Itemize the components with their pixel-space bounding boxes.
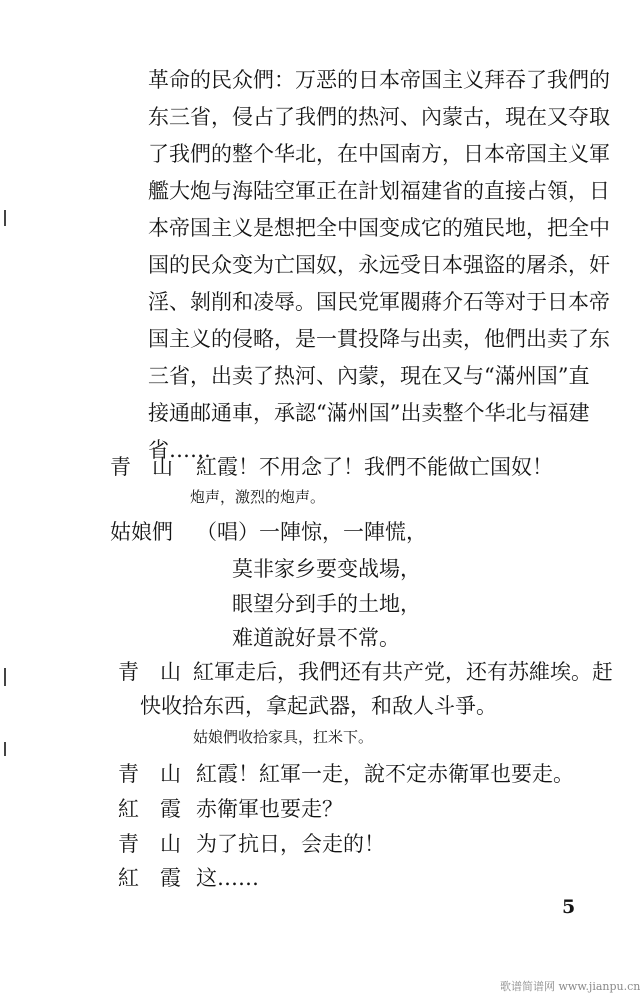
stage-direction: 炮声，激烈的炮声。	[190, 488, 326, 506]
song-line: 眼望分到手的土地，	[232, 592, 421, 616]
dialogue-text: （唱）一陣惊，一陣慌，	[196, 520, 427, 544]
dialogue-text: 紅霞！不用念了！我們不能做亡国奴！	[196, 455, 553, 479]
speech-line: 东三省，侵占了我們的热河、內蒙古，現在又夺取	[148, 105, 610, 129]
speech-line: 三省，出卖了热河、內蒙，現在又与“滿州国”直	[148, 364, 590, 388]
dialogue-text: 紅霞！紅軍一走，說不定赤衛軍也要走。	[196, 762, 574, 786]
binding-mark	[4, 210, 6, 226]
speech-line: 接通邮通車，承認“滿州国”出卖整个华北与福建	[148, 401, 590, 425]
speech-line: 革命的民众們：万恶的日本帝国主义拜吞了我們的	[148, 68, 610, 92]
speech-line: 本帝国主义是想把全中国变成它的殖民地，把全中	[148, 216, 610, 240]
speech-line: 艦大炮与海陆空軍正在計划福建省的直接占領，日	[148, 179, 610, 203]
speech-line: 淫、剝削和凌辱。国民党軍閥蔣介石等对于日本帝	[148, 290, 610, 314]
binding-mark	[4, 742, 6, 756]
speech-line: 省……	[148, 438, 211, 462]
speaker-label: 青 山	[118, 762, 181, 786]
stage-direction: 姑娘們收拾家具，扛米下。	[193, 728, 374, 746]
speech-line: 国的民众变为亡国奴，永远受日本强盜的屠杀，奸	[148, 253, 610, 277]
speech-line: 国主义的侵略，是一貫投降与出卖，他們出卖了东	[148, 327, 610, 351]
speaker-label: 青 山	[118, 660, 181, 684]
speaker-label: 姑娘們	[110, 520, 173, 544]
speaker-label: 青 山	[110, 455, 173, 479]
dialogue-text: 这……	[196, 866, 259, 890]
speaker-label: 青 山	[118, 832, 181, 856]
page-number: 5	[562, 896, 576, 918]
speech-line: 了我們的整个华北，在中国南方，日本帝国主义軍	[148, 142, 610, 166]
watermark: 歌谱简谱网 www.jianpu.cn	[500, 980, 640, 993]
song-line: 莫非家乡要变战場，	[232, 557, 421, 581]
dialogue-text: 紅軍走后，我們还有共产党，还有苏維埃。赶	[193, 660, 613, 684]
dialogue-text: 赤衛軍也要走？	[196, 797, 343, 821]
dialogue-continuation: 快收拾东西，拿起武器，和敌人斗爭。	[140, 694, 497, 718]
binding-mark	[4, 668, 6, 686]
speaker-label: 紅 霞	[118, 866, 181, 890]
dialogue-text: 为了抗日，会走的！	[196, 832, 385, 856]
song-line: 难道說好景不常。	[232, 626, 400, 650]
speaker-label: 紅 霞	[118, 797, 181, 821]
